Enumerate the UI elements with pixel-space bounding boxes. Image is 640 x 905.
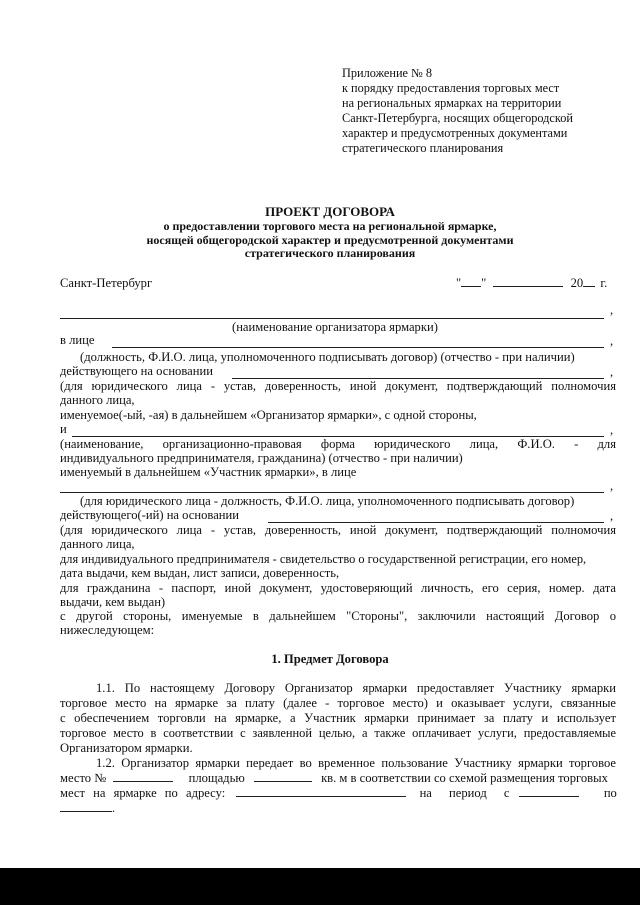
comma: ,: [610, 479, 614, 493]
hint-basis-2: данного лица,: [60, 393, 135, 407]
p12-line: 1.2. Организатор ярмарки передает во временное пользование Участнику ярмарки торговое: [96, 756, 616, 770]
hint-ip-1: для индивидуального предпринимателя - свидетельство о государственной регистрации, его номер,: [60, 552, 587, 566]
closing-line-2: нижеследующем:: [60, 623, 155, 637]
hint-ip-2: дата выдачи, кем выдан, лист записи, доверенность,: [60, 566, 340, 580]
hint-participant-2: индивидуального предпринимателя, гражданина) (отчество - при наличии): [60, 451, 463, 465]
hint-basis2-2: данного лица,: [60, 537, 135, 551]
appendix-line: Приложение № 8: [342, 66, 433, 80]
in-person-label: в лице: [60, 333, 95, 347]
date-quote-close: ": [481, 276, 487, 290]
hint-position: (должность, Ф.И.О. лица, уполномоченного подписывать договор) (отчество - при наличии): [80, 350, 575, 364]
organizer-name-line: [60, 318, 604, 319]
scan-bottom-edge: [0, 868, 640, 905]
comma: ,: [610, 509, 614, 523]
organizer-named: именуемое(-ый, -ая) в дальнейшем «Организатор ярмарки», с одной стороны,: [60, 408, 477, 422]
hint-citizen-2: выдачи, кем выдан): [60, 595, 166, 609]
area-unit-text: кв. м в соответствии со схемой размещения торговых: [321, 771, 608, 785]
comma: ,: [610, 303, 614, 317]
date-quote-open: ": [456, 276, 462, 290]
hint-organizer: (наименование организатора ярмарки): [232, 320, 438, 334]
city-name: Санкт-Петербург: [60, 276, 153, 290]
p11-line: с обеспечением торговли на ярмарке, а Участник ярмарки принимает за плату и использует: [60, 711, 616, 725]
address-label: мест на ярмарке по адресу:: [60, 786, 226, 800]
participant-representative-line: [60, 492, 604, 493]
subtitle-line: стратегического планирования: [244, 246, 416, 260]
p11-line: торговое место на ярмарке за плату (далее - торговое место) и оказывает услуги, связанные: [60, 696, 616, 710]
date-field: [456, 276, 607, 291]
p12-line-4: [60, 801, 115, 816]
document-title: ПРОЕКТ ДОГОВОРА: [265, 204, 395, 219]
date-year-prefix: 20: [570, 276, 584, 290]
appendix-block: [342, 66, 622, 156]
hint-basis2-1: (для юридического лица - устав, доверенность, иной документ, подтверждающий полномочия: [60, 523, 616, 537]
period-from-field: [519, 796, 579, 797]
place-number-field: [113, 781, 173, 782]
hint-participant-1: (наименование, организационно-правовая форма юридического лица, Ф.И.О. - для: [60, 437, 616, 451]
section-heading: 1. Предмет Договора: [271, 652, 389, 666]
p12-line-3: [60, 786, 616, 801]
p12-line-2: [60, 771, 616, 786]
date-year-suffix: г.: [600, 276, 608, 290]
subtitle-line: носящей общегородской характер и предусмотренной документами: [146, 232, 514, 247]
appendix-line: к порядку предоставления торговых мест: [342, 81, 560, 95]
comma: ,: [610, 423, 614, 437]
appendix-line: Санкт-Петербурга, носящих общегородской: [342, 111, 573, 125]
appendix-line: характер и предусмотренных документами: [342, 126, 568, 140]
comma: ,: [610, 334, 614, 348]
period-to-field: [60, 811, 112, 812]
acting-basis2-label: действующего(-ий) на основании: [60, 508, 239, 522]
p11-line: торговое место в соответствии с заявленной целью, а также оплачивает услуги, предоставляемые: [60, 726, 616, 740]
period-end-dot: .: [112, 801, 116, 815]
hint-position2: (для юридического лица - должность, Ф.И.О. лица, уполномоченного подписывать договор): [80, 494, 575, 508]
comma: ,: [610, 365, 614, 379]
address-field: [236, 796, 406, 797]
and-label: и: [60, 422, 67, 436]
p11-line: 1.1. По настоящему Договору Организатор ярмарки предоставляет Участнику ярмарки: [96, 681, 616, 695]
period-to-label: по: [603, 786, 617, 800]
participant-named: именуемый в дальнейшем «Участник ярмарки», в лице: [60, 465, 357, 479]
hint-basis-1: (для юридического лица - устав, доверенность, иной документ, подтверждающий полномочия: [60, 379, 616, 393]
appendix-line: стратегического планирования: [342, 141, 504, 155]
acting-basis-label: действующего на основании: [60, 364, 213, 378]
representative-line: [112, 347, 604, 348]
document-subtitle: [100, 220, 560, 261]
subtitle-line: о предоставлении торгового места на региональной ярмарке,: [163, 219, 497, 233]
closing-line-1: с другой стороны, именуемые в дальнейшем "Стороны", заключили настоящий Договор о: [60, 609, 616, 623]
area-field: [254, 781, 312, 782]
period-from-label: на период с: [419, 786, 510, 800]
appendix-line: на региональных ярмарках на территории: [342, 96, 562, 110]
area-label: площадью: [188, 771, 245, 785]
p11-line: Организатором ярмарки.: [60, 741, 193, 755]
hint-citizen-1: для гражданина - паспорт, иной документ, удостоверяющий личность, его серия, номер. дата: [60, 581, 616, 595]
place-number-label: место №: [60, 771, 107, 785]
